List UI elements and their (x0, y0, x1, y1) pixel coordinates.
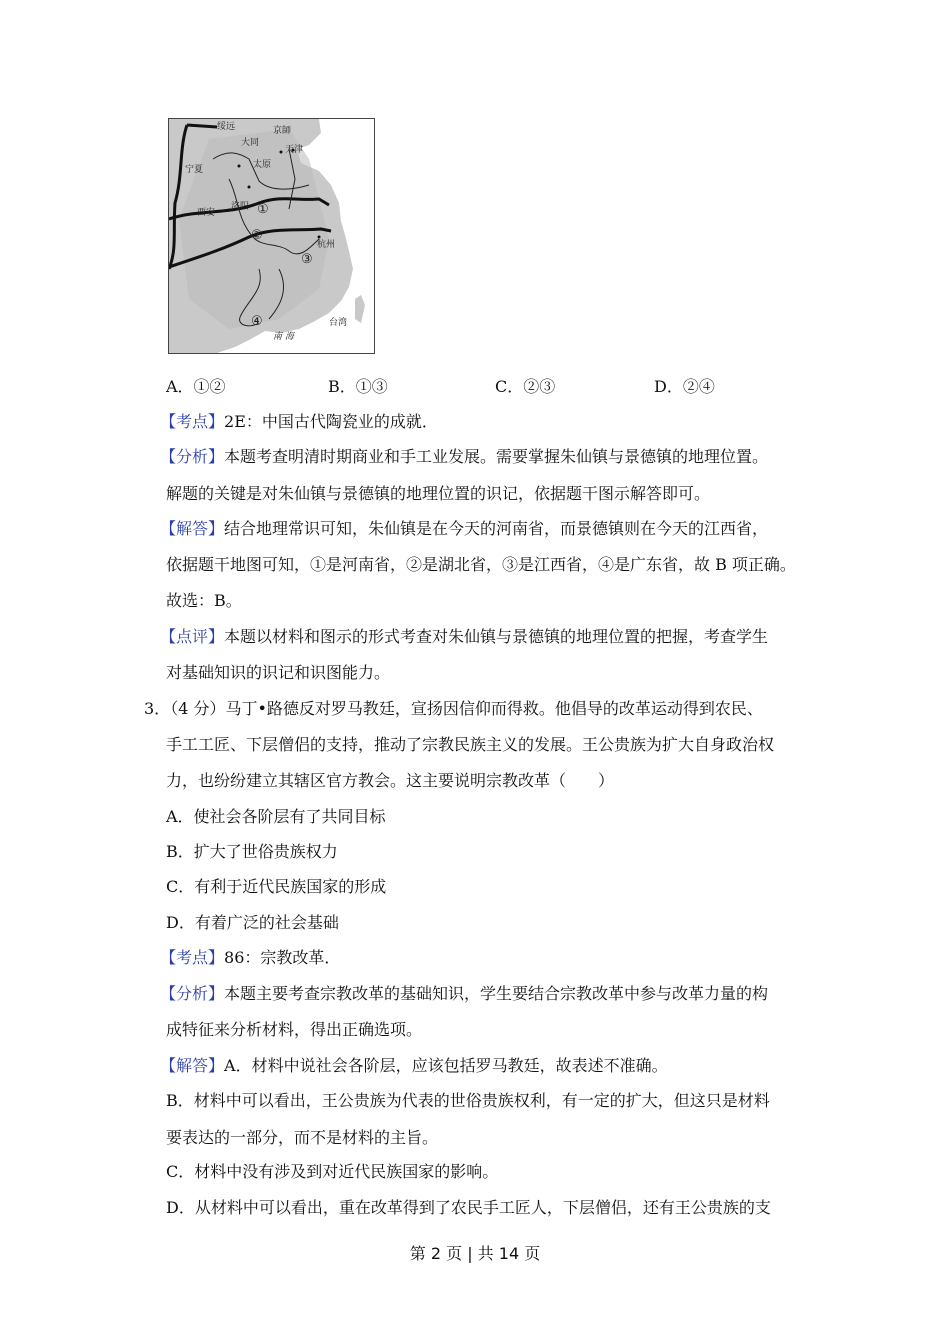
kaodian-tag: 【考点】 (160, 948, 225, 967)
q3-option-a: A．使社会各阶层有了共同目标 (166, 807, 386, 826)
kaodian-text: 2E：中国古代陶瓷业的成就． (224, 412, 438, 431)
q2-option-d: D．②④ (654, 377, 715, 396)
map-label-datong: 大同 (241, 138, 260, 148)
map-label-taiwan: 台湾 (329, 318, 348, 328)
q3-fenxi (160, 986, 768, 1002)
map-marker-1: ① (257, 202, 269, 217)
q2-dianping (160, 629, 768, 645)
map-label-xian: 西安 (197, 208, 216, 218)
q3-option-d: D．有着广泛的社会基础 (166, 913, 339, 932)
jieda-text: 结合地理常识可知，朱仙镇是在今天的河南省，而景德镇则在今天的江西省， (224, 519, 769, 538)
dianping-text: 本题以材料和图示的形式考查对朱仙镇与景德镇的地理位置的把握，考查学生 (224, 627, 769, 646)
map-label-hangzhou: 杭州 (317, 240, 336, 250)
q3-jieda (160, 1058, 668, 1074)
q3-jieda-line2: B．材料中可以看出，王公贵族为代表的世俗贵族权利，有一定的扩大，但这只是材料 (166, 1091, 770, 1110)
historical-map (168, 118, 375, 354)
q2-jieda-line2: 依据题干地图可知，①是河南省，②是湖北省，③是江西省，④是广东省，故 B 项正确。 (166, 555, 796, 574)
q3-stem (144, 701, 763, 717)
q2-jieda-line3: 故选：B。 (166, 591, 242, 610)
map-marker-4: ④ (251, 314, 263, 329)
q3-option-c: C．有利于近代民族国家的形成 (166, 877, 387, 896)
map-label-jingshi: 京師 (273, 126, 292, 136)
q3-stem-line2: 手工工匠、下层僧侣的支持，推动了宗教民族主义的发展。王公贵族为扩大自身政治权 (166, 735, 775, 754)
fenxi-tag: 【分析】 (160, 447, 225, 466)
page-footer: 第 2 页 | 共 14 页 (409, 1244, 541, 1263)
map-label-taiyuan: 太原 (253, 160, 272, 170)
q2-fenxi-line2: 解题的关键是对朱仙镇与景德镇的地理位置的识记，依据题干图示解答即可。 (166, 484, 711, 503)
q2-option-b: B．①③ (328, 377, 388, 396)
map-label-luoyang: 洛阳 (231, 202, 250, 212)
jieda-tag: 【解答】 (160, 519, 225, 538)
kaodian-tag: 【考点】 (160, 412, 225, 431)
fenxi-text: 本题主要考查宗教改革的基础知识，学生要结合宗教改革中参与改革力量的构 (224, 984, 769, 1003)
kaodian-text: 86：宗教改革． (224, 948, 341, 967)
q3-jieda-line4: C．材料中没有涉及到对近代民族国家的影响。 (166, 1162, 499, 1181)
q2-fenxi (160, 449, 768, 465)
q2-option-a: A．①② (166, 377, 226, 396)
q2-jieda (160, 521, 768, 537)
q3-stem-line3: 力，也纷纷建立其辖区官方教会。这主要说明宗教改革（ ） (166, 771, 615, 790)
q3-jieda-line5: D．从材料中可以看出，重在改革得到了农民手工匠人，下层僧侣，还有王公贵族的支 (166, 1198, 771, 1217)
fenxi-text: 本题考查明清时期商业和手工业发展。需要掌握朱仙镇与景德镇的地理位置。 (224, 447, 769, 466)
q3-fenxi-line2: 成特征来分析材料，得出正确选项。 (166, 1020, 423, 1039)
map-label-ningxia: 宁夏 (185, 165, 204, 175)
jieda-tag: 【解答】 (160, 1056, 225, 1075)
q3-kaodian (160, 950, 340, 966)
q3-stem-line1: （4 分）马丁•路德反对罗马教廷，宣扬因信仰而得救。他倡导的改革运动得到农民、 (170, 699, 763, 718)
q3-jieda-line3: 要表达的一部分，而不是材料的主旨。 (166, 1128, 439, 1147)
map-marker-3: ③ (301, 252, 313, 267)
q2-option-c: C．②③ (495, 377, 556, 396)
q3-number: 3． (144, 699, 171, 718)
jieda-text: A．材料中说社会各阶层，应该包括罗马教廷，故表述不准确。 (224, 1056, 668, 1075)
q2-kaodian (160, 414, 438, 430)
map-label-tianjin: 天津 (285, 145, 304, 155)
map-marker-2: ② (251, 228, 263, 243)
q2-dianping-line2: 对基础知识的识记和识图能力。 (166, 663, 391, 682)
fenxi-tag: 【分析】 (160, 984, 225, 1003)
map-label-suiyuan: 绥远 (217, 122, 236, 132)
map-label-nanhai: 南 海 (273, 332, 294, 342)
q3-option-b: B．扩大了世俗贵族权力 (166, 842, 338, 861)
dianping-tag: 【点评】 (160, 627, 225, 646)
